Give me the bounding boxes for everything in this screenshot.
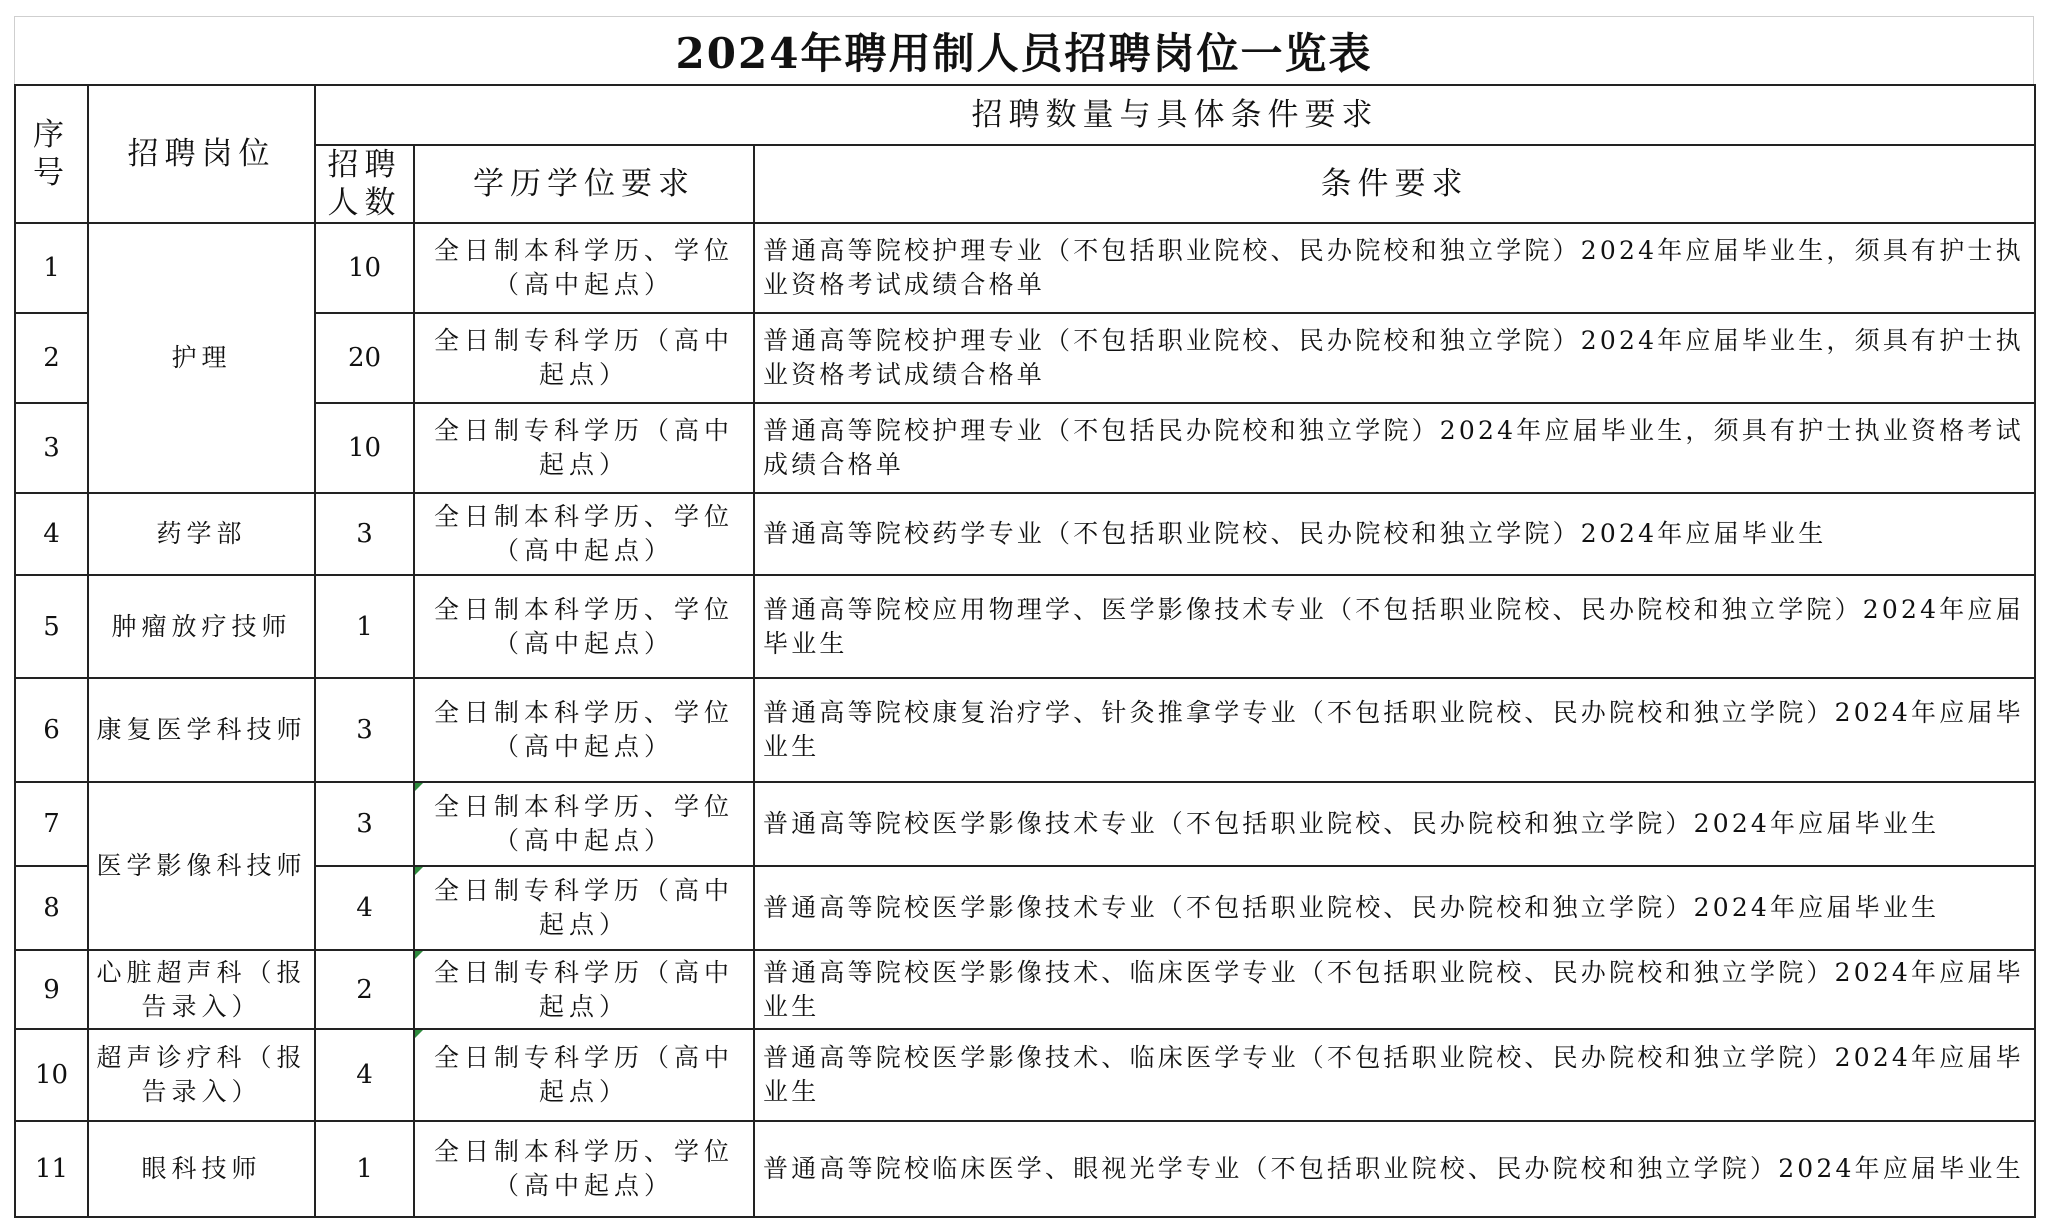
table-row bbox=[15, 313, 2035, 403]
seq-cell: 1 bbox=[15, 223, 88, 313]
seq-cell: 6 bbox=[15, 678, 88, 782]
position-cell: 医学影像科技师 bbox=[88, 782, 315, 950]
position-cell: 康复医学科技师 bbox=[88, 678, 315, 782]
conditions-cell: 普通高等院校医学影像技术专业（不包括职业院校、民办院校和独立学院）2024年应届毕业生 bbox=[754, 866, 2035, 950]
table-row bbox=[15, 782, 2035, 866]
table-row bbox=[15, 223, 2035, 313]
count-cell: 1 bbox=[315, 1121, 414, 1217]
degree-cell: 全日制本科学历、学位（高中起点） bbox=[414, 678, 754, 782]
degree-cell: 全日制专科学历（高中起点） bbox=[414, 313, 754, 403]
seq-cell: 8 bbox=[15, 866, 88, 950]
conditions-cell: 普通高等院校护理专业（不包括职业院校、民办院校和独立学院）2024年应届毕业生，须具有护士执业资格考试成绩合格单 bbox=[754, 313, 2035, 403]
degree-cell: 全日制本科学历、学位（高中起点） bbox=[414, 223, 754, 313]
seq-cell: 11 bbox=[15, 1121, 88, 1217]
count-cell: 10 bbox=[315, 223, 414, 313]
header-row-sub bbox=[15, 145, 2035, 223]
table-row bbox=[15, 950, 2035, 1029]
degree-cell: 全日制专科学历（高中起点） bbox=[414, 866, 754, 950]
position-cell: 超声诊疗科（报告录入） bbox=[88, 1029, 315, 1121]
conditions-cell: 普通高等院校应用物理学、医学影像技术专业（不包括职业院校、民办院校和独立学院）2024年应届毕业生 bbox=[754, 575, 2035, 678]
seq-cell: 7 bbox=[15, 782, 88, 866]
conditions-cell: 普通高等院校药学专业（不包括职业院校、民办院校和独立学院）2024年应届毕业生 bbox=[754, 493, 2035, 575]
position-cell: 肿瘤放疗技师 bbox=[88, 575, 315, 678]
table-row bbox=[15, 493, 2035, 575]
degree-cell: 全日制本科学历、学位（高中起点） bbox=[414, 493, 754, 575]
degree-cell: 全日制本科学历、学位（高中起点） bbox=[414, 782, 754, 866]
count-cell: 1 bbox=[315, 575, 414, 678]
position-cell: 药学部 bbox=[88, 493, 315, 575]
count-cell: 4 bbox=[315, 866, 414, 950]
position-cell: 护理 bbox=[88, 223, 315, 493]
seq-cell: 5 bbox=[15, 575, 88, 678]
table-row bbox=[15, 678, 2035, 782]
table-row bbox=[15, 866, 2035, 950]
seq-cell: 4 bbox=[15, 493, 88, 575]
count-cell: 3 bbox=[315, 678, 414, 782]
header-seq: 序号 bbox=[15, 85, 88, 223]
conditions-cell: 普通高等院校医学影像技术、临床医学专业（不包括职业院校、民办院校和独立学院）2024年应届毕业生 bbox=[754, 950, 2035, 1029]
degree-cell: 全日制专科学历（高中起点） bbox=[414, 1029, 754, 1121]
table-row bbox=[15, 1121, 2035, 1217]
seq-cell: 2 bbox=[15, 313, 88, 403]
count-cell: 20 bbox=[315, 313, 414, 403]
seq-cell: 10 bbox=[15, 1029, 88, 1121]
recruitment-sheet bbox=[14, 16, 2034, 1212]
degree-cell: 全日制本科学历、学位（高中起点） bbox=[414, 1121, 754, 1217]
header-conditions: 条件要求 bbox=[754, 145, 2035, 223]
header-group: 招聘数量与具体条件要求 bbox=[315, 85, 2035, 145]
count-cell: 3 bbox=[315, 782, 414, 866]
count-cell: 3 bbox=[315, 493, 414, 575]
degree-cell: 全日制专科学历（高中起点） bbox=[414, 403, 754, 493]
count-cell: 4 bbox=[315, 1029, 414, 1121]
conditions-cell: 普通高等院校护理专业（不包括民办院校和独立学院）2024年应届毕业生，须具有护士执业资格考试成绩合格单 bbox=[754, 403, 2035, 493]
degree-cell: 全日制本科学历、学位（高中起点） bbox=[414, 575, 754, 678]
conditions-cell: 普通高等院校医学影像技术专业（不包括职业院校、民办院校和独立学院）2024年应届毕业生 bbox=[754, 782, 2035, 866]
header-degree: 学历学位要求 bbox=[414, 145, 754, 223]
header-count: 招聘人数 bbox=[315, 145, 414, 223]
header-position: 招聘岗位 bbox=[88, 85, 315, 223]
conditions-cell: 普通高等院校医学影像技术、临床医学专业（不包括职业院校、民办院校和独立学院）2024年应届毕业生 bbox=[754, 1029, 2035, 1121]
conditions-cell: 普通高等院校康复治疗学、针灸推拿学专业（不包括职业院校、民办院校和独立学院）2024年应届毕业生 bbox=[754, 678, 2035, 782]
positions-table bbox=[14, 84, 2036, 1218]
position-cell: 眼科技师 bbox=[88, 1121, 315, 1217]
seq-cell: 9 bbox=[15, 950, 88, 1029]
table-row bbox=[15, 575, 2035, 678]
conditions-cell: 普通高等院校护理专业（不包括职业院校、民办院校和独立学院）2024年应届毕业生，须具有护士执业资格考试成绩合格单 bbox=[754, 223, 2035, 313]
conditions-cell: 普通高等院校临床医学、眼视光学专业（不包括职业院校、民办院校和独立学院）2024年应届毕业生 bbox=[754, 1121, 2035, 1217]
count-cell: 10 bbox=[315, 403, 414, 493]
page-title: 2024年聘用制人员招聘岗位一览表 bbox=[14, 16, 2034, 84]
seq-cell: 3 bbox=[15, 403, 88, 493]
count-cell: 2 bbox=[315, 950, 414, 1029]
table-row bbox=[15, 1029, 2035, 1121]
table-row bbox=[15, 403, 2035, 493]
degree-cell: 全日制专科学历（高中起点） bbox=[414, 950, 754, 1029]
position-cell: 心脏超声科（报告录入） bbox=[88, 950, 315, 1029]
header-row-top bbox=[15, 85, 2035, 145]
